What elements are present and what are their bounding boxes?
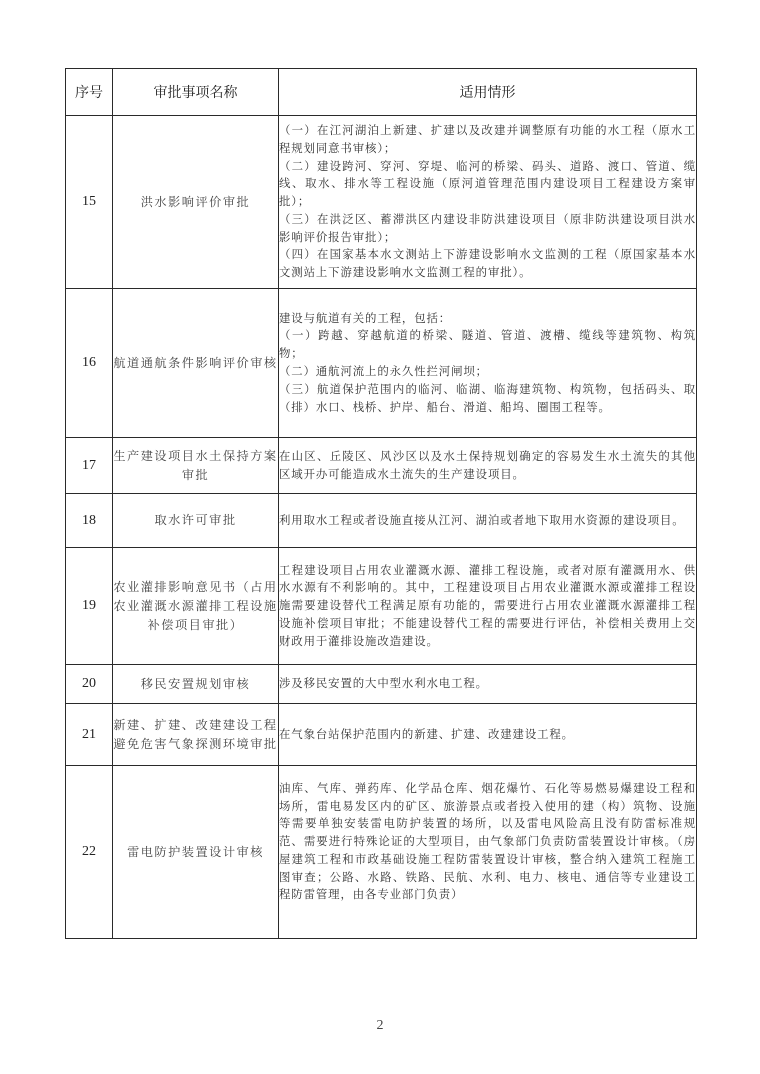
table-row — [66, 494, 697, 548]
row-name: 农业灌排影响意见书（占用农业灌溉水源灌排工程设施补偿项目审批） — [113, 548, 279, 665]
table-row — [66, 116, 697, 289]
table-header-row — [66, 69, 697, 116]
row-scope — [279, 665, 697, 704]
row-scope — [279, 438, 697, 494]
scope-line: 利用取水工程或者设施直接从江河、湖泊或者地下取用水资源的建设项目。 — [279, 512, 685, 527]
row-index: 16 — [66, 289, 113, 438]
page-number: 2 — [376, 1018, 384, 1033]
scope-line: 在气象台站保护范围内的新建、扩建、改建建设工程。 — [279, 726, 574, 741]
row-index: 22 — [66, 766, 113, 939]
row-index: 21 — [66, 704, 113, 766]
row-name: 雷电防护装置设计审核 — [113, 766, 279, 939]
header-name: 审批事项名称 — [113, 69, 279, 116]
row-name: 新建、扩建、改建建设工程避免危害气象探测环境审批 — [113, 704, 279, 766]
scope-line: （二）建设跨河、穿河、穿堤、临河的桥梁、码头、道路、渡口、管道、缆线、取水、排水等工程设施（原河道管理范围内建设项目工程建设方案审批）； — [279, 158, 696, 209]
header-index: 序号 — [66, 69, 113, 116]
row-scope — [279, 766, 697, 939]
row-scope — [279, 704, 697, 766]
table-row — [66, 438, 697, 494]
scope-line: （一）在江河湖泊上新建、扩建以及改建并调整原有功能的水工程（原水工程规划同意书审核）； — [279, 122, 696, 155]
table-row — [66, 766, 697, 939]
approval-items-table — [65, 68, 697, 939]
scope-line: 建设与航道有关的工程，包括： — [279, 310, 452, 325]
row-name: 洪水影响评价审批 — [113, 116, 279, 289]
row-scope — [279, 289, 697, 438]
scope-line: （二）通航河流上的永久性拦河闸坝； — [279, 364, 488, 378]
scope-line: 工程建设项目占用农业灌溉水源、灌排工程设施，或者对原有灌溉用水、供水水源有不利影响的。其中，工程建设项目占用农业灌溉水源或灌排工程设施需要建设替代工程满足原有功能的，需要进行占用农业灌溉水源灌排工程设施补偿项目审批；不能建设替代工程的需要进行评估，补偿相关费用上交财政用于灌排设施改造建设。 — [279, 562, 696, 648]
table-row — [66, 665, 697, 704]
row-scope — [279, 494, 697, 548]
scope-line: （三）航道保护范围内的临河、临湖、临海建筑物、构筑物，包括码头、取（排）水口、栈桥、护岸、船台、滑道、船坞、圈围工程等。 — [279, 381, 696, 414]
header-scope: 适用情形 — [279, 69, 697, 116]
row-name: 取水许可审批 — [113, 494, 279, 548]
row-index: 17 — [66, 438, 113, 494]
row-index: 15 — [66, 116, 113, 289]
row-name: 航道通航条件影响评价审核 — [113, 289, 279, 438]
scope-line: 涉及移民安置的大中型水利水电工程。 — [279, 676, 488, 691]
table-row — [66, 704, 697, 766]
row-scope — [279, 116, 697, 289]
table-row — [66, 548, 697, 665]
row-name: 移民安置规划审核 — [113, 665, 279, 704]
scope-line: （四）在国家基本水文测站上下游建设影响水文监测的工程（原国家基本水文测站上下游建设影响水文监测工程的审批）。 — [279, 247, 696, 280]
row-index: 19 — [66, 548, 113, 665]
scope-line: （三）在洪泛区、蓄滞洪区内建设非防洪建设项目（原非防洪建设项目洪水影响评价报告审批）； — [279, 211, 696, 244]
row-index: 20 — [66, 665, 113, 704]
scope-line: 油库、气库、弹药库、化学品仓库、烟花爆竹、石化等易燃易爆建设工程和场所，雷电易发区内的矿区、旅游景点或者投入使用的建（构）筑物、设施等需要单独安装雷电防护装置的场所，以及雷电风险高且没有防雷标准规范、需要进行特殊论证的大型项目，由气象部门负责防雷装置设计审核。（房屋建筑工程和市政基础设施工程防雷装置设计审核，整合纳入建筑工程施工图审查；公路、水路、铁路、民航、水利、电力、核电、通信等专业建设工程防雷管理，由各专业部门负责） — [279, 780, 696, 902]
scope-line: 在山区、丘陵区、风沙区以及水土保持规划确定的容易发生水土流失的其他区域开办可能造成水土流失的生产建设项目。 — [279, 448, 696, 481]
row-index: 18 — [66, 494, 113, 548]
scope-line: （一）跨越、穿越航道的桥梁、隧道、管道、渡槽、缆线等建筑物、构筑物； — [279, 328, 696, 361]
row-name: 生产建设项目水土保持方案审批 — [113, 438, 279, 494]
table-row — [66, 289, 697, 438]
row-scope — [279, 548, 697, 665]
